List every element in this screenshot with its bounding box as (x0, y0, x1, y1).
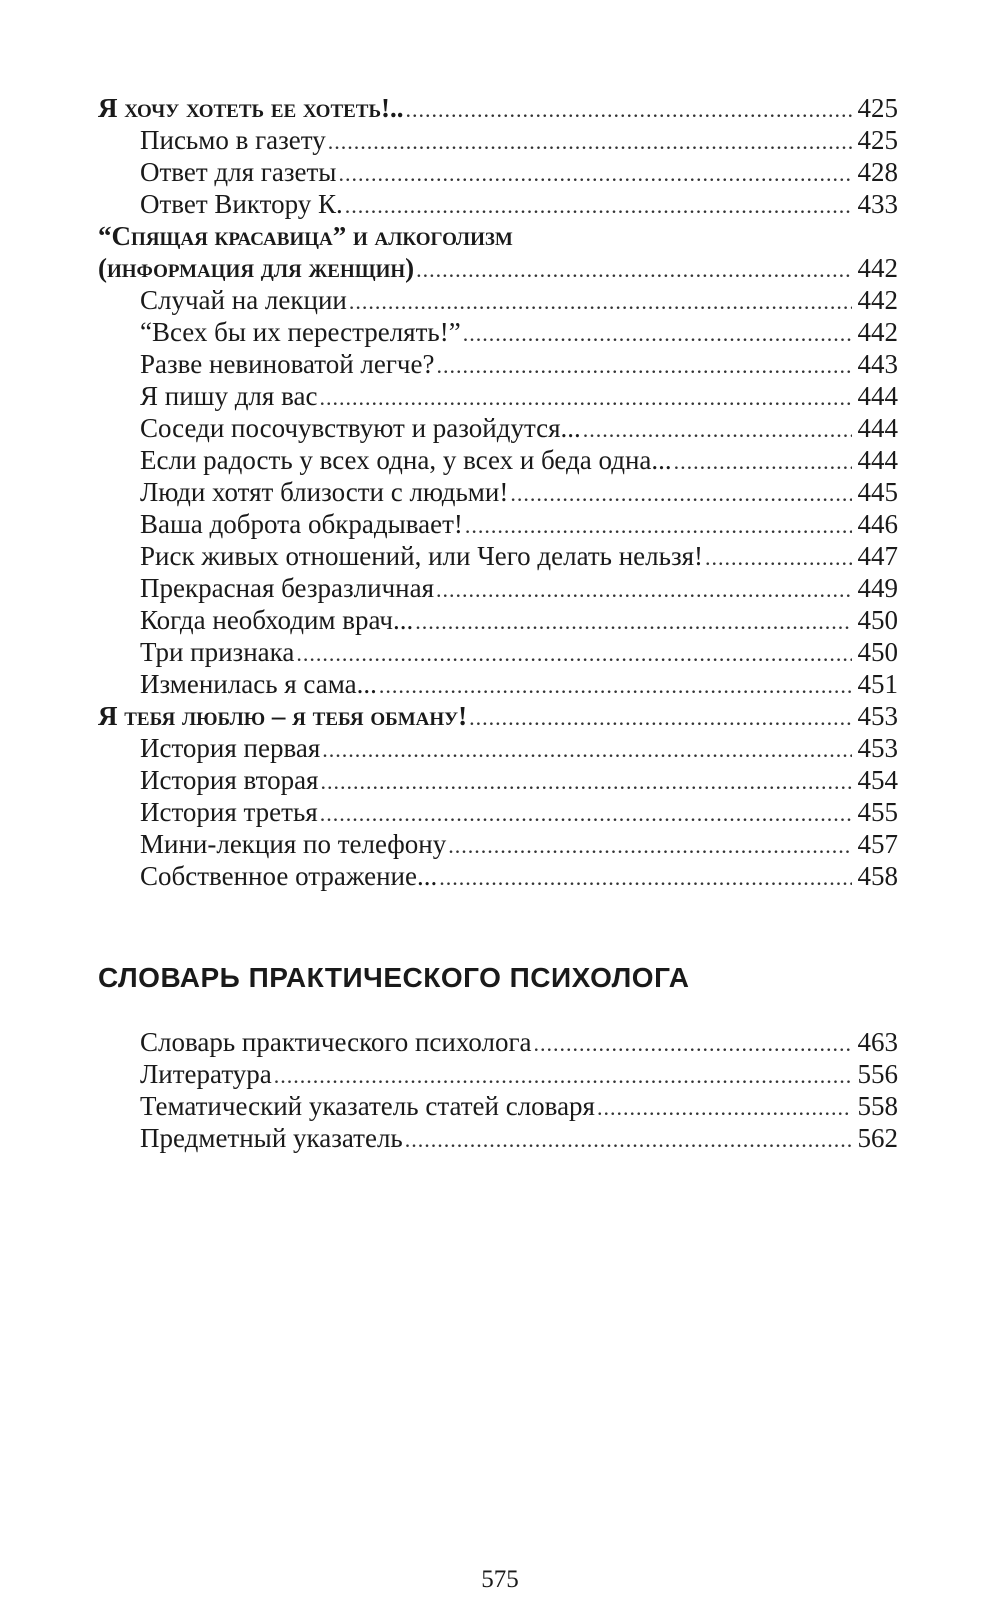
toc-entry-title: Я тебя люблю – я тебя обману! (98, 701, 468, 731)
leader-dots (349, 286, 852, 318)
leader-dots (439, 862, 851, 894)
leader-dots (416, 254, 851, 286)
toc-entry-title: Ответ Виктору К. (140, 189, 343, 219)
toc-entry-title: Ваша доброта обкрадывает! (140, 509, 463, 539)
leader-dots (534, 1028, 852, 1060)
toc-entry-title: (информация для женщин) (98, 253, 415, 283)
toc-entry-page: 450 (857, 605, 898, 635)
toc-entry-page: 444 (857, 381, 898, 411)
leader-dots (436, 574, 851, 606)
toc-entry-page: 463 (857, 1027, 898, 1057)
toc-entry (98, 444, 898, 476)
toc-entry-title: Литература (140, 1059, 272, 1089)
leader-dots (320, 766, 851, 798)
leader-dots (465, 510, 852, 542)
toc-entry-page: 457 (857, 829, 898, 859)
toc-entry-page: 445 (857, 477, 898, 507)
toc-entry (98, 412, 898, 444)
toc-entry (98, 124, 898, 156)
toc-entry-page: 433 (857, 189, 898, 219)
toc-entry (98, 732, 898, 764)
toc-entry-title: Мини-лекция по телефону (140, 829, 447, 859)
toc-entry-page: 446 (857, 509, 898, 539)
toc-entry-page: 454 (857, 765, 898, 795)
leader-dots (510, 478, 851, 510)
leader-dots (319, 382, 851, 414)
toc-entry-page: 442 (857, 285, 898, 315)
toc-entry-page: 453 (857, 733, 898, 763)
toc-entry-title: Собственное отражение... (140, 861, 438, 891)
toc-entry-title: “Спящая красавица” и алкоголизм (98, 221, 513, 251)
toc-entry-page: 458 (857, 861, 898, 891)
toc-entry (98, 252, 898, 284)
toc-entry-title: История третья (140, 797, 318, 827)
toc-entry (98, 284, 898, 316)
toc-entry-title: Случай на лекции (140, 285, 347, 315)
toc-entry-title: Словарь практического психолога (140, 1027, 532, 1057)
toc-entry (98, 476, 898, 508)
leader-dots (345, 190, 852, 222)
toc-entry (98, 668, 898, 700)
toc-entry-title: Изменилась я сама... (140, 669, 377, 699)
toc-entry (98, 540, 898, 572)
toc-entry (98, 348, 898, 380)
leader-dots (328, 126, 852, 158)
toc-entry-page: 425 (857, 125, 898, 155)
toc-entry (98, 1090, 898, 1122)
leader-dots (674, 446, 852, 478)
toc-entry (98, 156, 898, 188)
toc-entry (98, 380, 898, 412)
leader-dots (463, 318, 852, 350)
toc-entry-page: 443 (857, 349, 898, 379)
toc-entry-page: 425 (857, 93, 898, 123)
toc-entry (98, 92, 898, 124)
toc-entry-page: 451 (857, 669, 898, 699)
toc-entry-page: 450 (857, 637, 898, 667)
toc-entry (98, 860, 898, 892)
leader-dots (415, 606, 851, 638)
toc-entry-title: Я хочу хотеть ее хотеть!.. (98, 93, 404, 123)
toc-entry (98, 764, 898, 796)
toc-entry (98, 508, 898, 540)
toc-entry-title: Предметный указатель (140, 1123, 403, 1153)
leader-dots (274, 1060, 852, 1092)
leader-dots (448, 830, 851, 862)
leader-dots (469, 702, 851, 734)
toc-entry-page: 442 (857, 317, 898, 347)
leader-dots (436, 350, 851, 382)
table-of-contents (98, 92, 898, 892)
toc-entry-title: Письмо в газету (140, 125, 326, 155)
toc-entry-page: 556 (857, 1059, 898, 1089)
toc-entry-title: История первая (140, 733, 321, 763)
toc-entry-title: Если радость у всех одна, у всех и беда одна... (140, 445, 672, 475)
leader-dots (405, 1124, 852, 1156)
leader-dots (705, 542, 851, 574)
toc-entry-title: История вторая (140, 765, 319, 795)
toc-entry-page: 442 (857, 253, 898, 283)
toc-entry (98, 1026, 898, 1058)
toc-entry-title: Ответ для газеты (140, 157, 337, 187)
toc-entry (98, 220, 898, 252)
leader-dots (406, 94, 852, 126)
toc-entry-title: Прекрасная безразличная (140, 573, 435, 603)
toc-entry-page: 449 (857, 573, 898, 603)
toc-entry (98, 636, 898, 668)
toc-entry (98, 1058, 898, 1090)
toc-entry-page: 558 (857, 1091, 898, 1121)
toc-entry (98, 700, 898, 732)
leader-dots (583, 414, 852, 446)
leader-dots (322, 734, 851, 766)
toc-entry (98, 1122, 898, 1154)
toc-entry-title: Люди хотят близости с людьми! (140, 477, 509, 507)
toc-entry-title: Тематический указатель статей словаря (140, 1091, 595, 1121)
toc-entry (98, 572, 898, 604)
leader-dots (320, 798, 852, 830)
toc-entry-page: 453 (857, 701, 898, 731)
toc-entry (98, 188, 898, 220)
toc-entry-title: Риск живых отношений, или Чего делать нельзя! (140, 541, 704, 571)
toc-entry-title: Разве невиноватой легче? (140, 349, 435, 379)
toc-entry-title: “Всех бы их перестрелять!” (140, 317, 461, 347)
leader-dots (296, 638, 851, 670)
toc-entry-page: 444 (857, 413, 898, 443)
toc-entry-title: Соседи посочувствуют и разойдутся... (140, 413, 581, 443)
toc-entry-page: 447 (857, 541, 898, 571)
toc-entry (98, 796, 898, 828)
toc-entry-page: 428 (857, 157, 898, 187)
toc-entry-title: Три признака (140, 637, 295, 667)
toc-entry-page: 562 (857, 1123, 898, 1153)
section-contents (98, 1026, 898, 1154)
toc-entry (98, 316, 898, 348)
toc-entry-title: Я пишу для вас (140, 381, 318, 411)
toc-entry (98, 604, 898, 636)
page-number: 575 (481, 1566, 519, 1593)
leader-dots (379, 670, 852, 702)
leader-dots (338, 158, 851, 190)
toc-entry-page: 455 (857, 797, 898, 827)
toc-entry-title: Когда необходим врач... (140, 605, 414, 635)
toc-entry-page: 444 (857, 445, 898, 475)
section-heading: СЛОВАРЬ ПРАКТИЧЕСКОГО ПСИХОЛОГА (98, 962, 690, 993)
toc-entry (98, 828, 898, 860)
leader-dots (597, 1092, 852, 1124)
